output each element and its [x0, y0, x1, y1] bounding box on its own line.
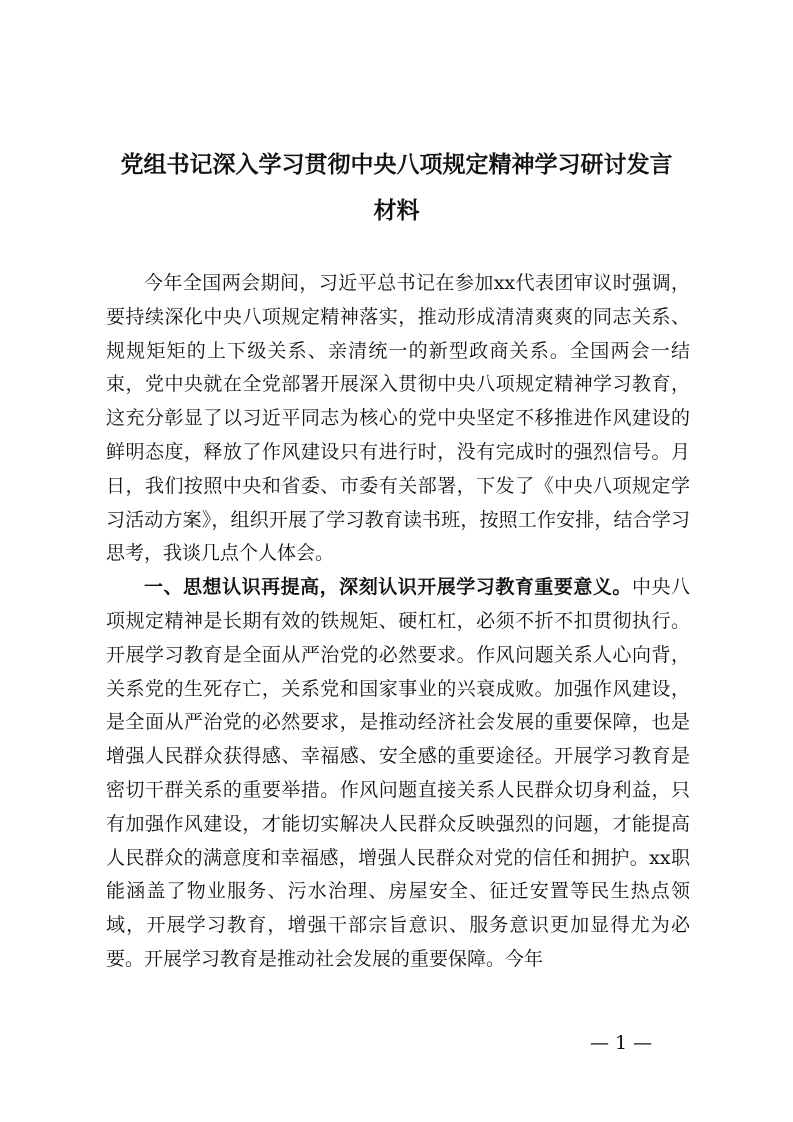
paragraph-intro: 今年全国两会期间，习近平总书记在参加xx代表团审议时强调，要持续深化中央八项规定精神落实，推动形成清清爽爽的同志关系、规规矩矩的上下级关系、亲清统一的新型政商关系。全国两会一结束，党中央就在全党部署开展深入贯彻中央八项规定精神学习教育，这充分彰显了以习近平同志为核心的党中央坚定不移推进作风建设的鲜明态度，释放了作风建设只有进行时，没有完成时的强烈信号。月日，我们按照中央和省委、市委有关部署，下发了《中央八项规定学习活动方案》，组织开展了学习教育读书班，按照工作安排，结合学习思考，我谈几点个人体会。	[106, 272, 690, 565]
page-number: — 1 —	[590, 1032, 653, 1054]
title-line-1: 党组书记深入学习贯彻中央八项规定精神学习研讨发言	[120, 152, 673, 178]
title-line-2: 材料	[373, 198, 420, 224]
paragraph-section-1	[106, 571, 690, 977]
section-body-1: 中央八项规定精神是长期有效的铁规矩、硬杠杠，必须不折不扣贯彻执行。开展学习教育是全面从严治党的必然要求。作风问题关系人心向背，关系党的生死存亡，关系党和国家事业的兴衰成败。加强作风建设，是全面从严治党的必然要求，是推动经济社会发展的重要保障，也是增强人民群众获得感、幸福感、安全感的重要途径。开展学习教育是密切干群关系的重要举措。作风问题直接关系人民群众切身利益，只有加强作风建设，才能切实解决人民群众反映强烈的问题，才能提高人民群众的满意度和幸福感，增强人民群众对党的信任和拥护。xx职能涵盖了物业服务、污水治理、房屋安全、征迁安置等民生热点领域，开展学习教育，增强干部宗旨意识、服务意识更加显得尤为必要。开展学习教育是推动社会发展的重要保障。今年	[106, 576, 690, 970]
document-body	[106, 267, 690, 977]
section-heading-1: 一、思想认识再提高，深刻认识开展学习教育重要意义。	[144, 576, 632, 599]
document-title	[100, 142, 693, 234]
